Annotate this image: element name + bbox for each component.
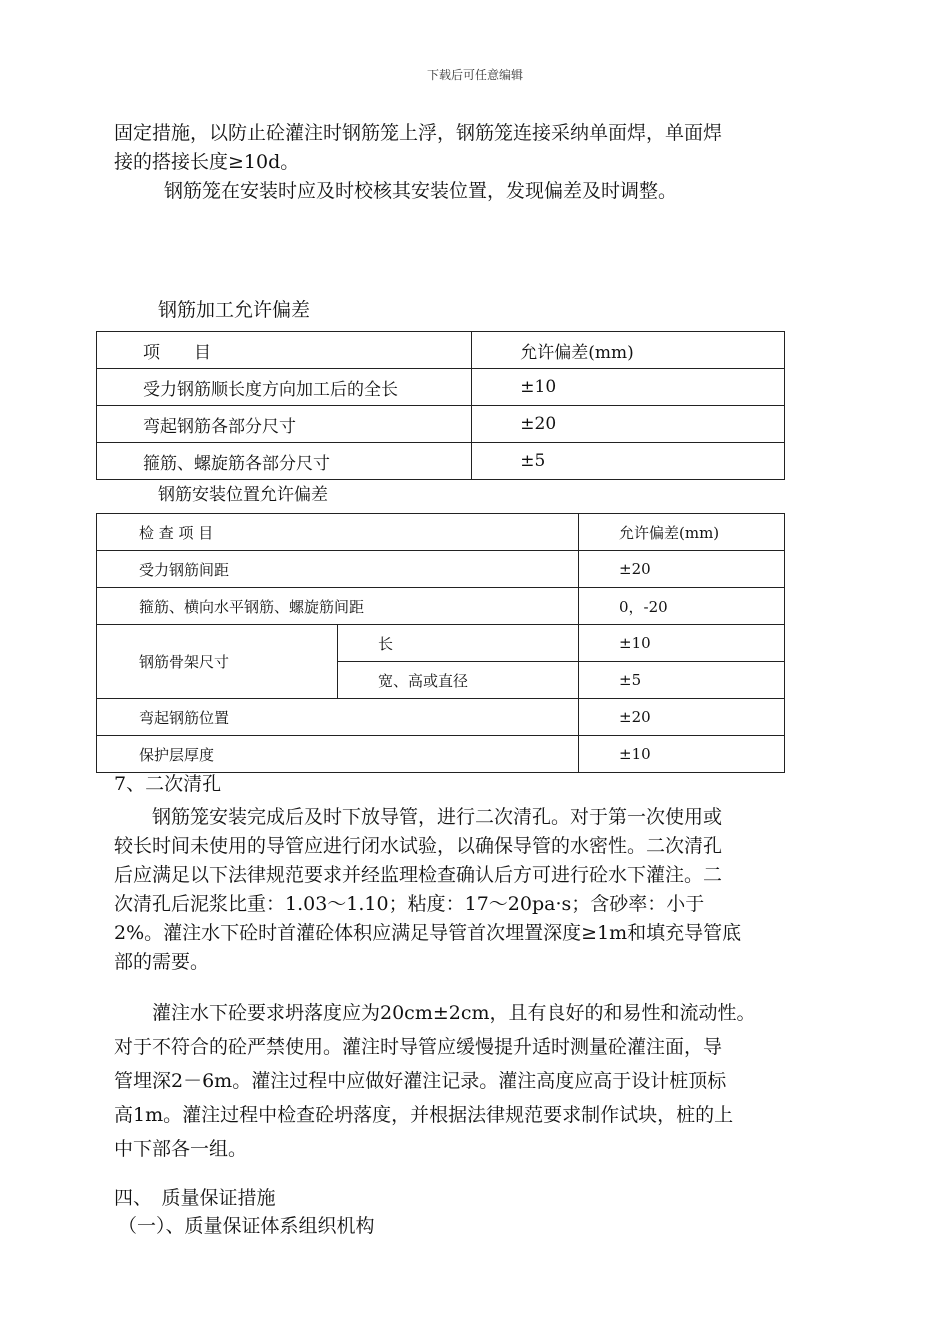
text-line: 钢筋笼在安装时应及时校核其安装位置，发现偏差及时调整。 [164, 180, 678, 202]
text-line: 次清孔后泥浆比重：1.03～1.10；粘度：17～20pa·s；含砂率：小于 [114, 893, 705, 915]
text-line: 灌注水下砼要求坍落度应为20cm±2cm，且有良好的和易性和流动性。 [114, 1002, 756, 1024]
table-row [97, 443, 785, 480]
table-cell: ±10 [579, 625, 785, 662]
table-row [97, 406, 785, 443]
table-rebar-installation-tolerance [96, 513, 785, 773]
table-header-row [97, 514, 785, 551]
table-row [97, 736, 785, 773]
table-cell: ±20 [579, 551, 785, 588]
table-cell: 弯起钢筋各部分尺寸 [97, 406, 472, 443]
page-header: 下载后可任意编辑 [426, 68, 523, 82]
table-cell: ±10 [579, 736, 785, 773]
paragraph-rebar-cage [114, 119, 844, 206]
text-line: 固定措施，以防止砼灌注时钢筋笼上浮，钢筋笼连接采纳单面焊，单面焊 [114, 122, 723, 144]
table-cell: 长 [338, 625, 579, 662]
section-4-subheading: （一）、质量保证体系组织机构 [118, 1215, 375, 1237]
table-header-cell: 允许偏差(mm) [472, 332, 785, 369]
table-cell: ±5 [579, 662, 785, 699]
table-cell: 宽、高或直径 [338, 662, 579, 699]
table-cell: 箍筋、横向水平钢筋、螺旋筋间距 [97, 588, 579, 625]
section-4-heading: 四、 质量保证措施 [114, 1187, 276, 1209]
text-line: 后应满足以下法律规范要求并经监理检查确认后方可进行砼水下灌注。二 [114, 864, 723, 886]
table-cell: 受力钢筋顺长度方向加工后的全长 [97, 369, 472, 406]
table-row [97, 588, 785, 625]
table-row [97, 625, 785, 662]
table-row [97, 699, 785, 736]
table-cell: 受力钢筋间距 [97, 551, 579, 588]
text-line: 对于不符合的砼严禁使用。灌注时导管应缓慢提升适时测量砼灌注面，导 [114, 1036, 723, 1058]
text-line: 较长时间未使用的导管应进行闭水试验，以确保导管的水密性。二次清孔 [114, 835, 723, 857]
table-cell: ±5 [472, 443, 785, 480]
table2-title: 钢筋安装位置允许偏差 [158, 485, 328, 505]
table-cell: 钢筋骨架尺寸 [97, 625, 338, 699]
paragraph-underwater-concrete [114, 996, 854, 1166]
table1-title: 钢筋加工允许偏差 [158, 299, 311, 321]
text-line: 钢筋笼安装完成后及时下放导管，进行二次清孔。对于第一次使用或 [114, 806, 723, 828]
table-row [97, 369, 785, 406]
table-header-cell: 检 查 项 目 [97, 514, 579, 551]
text-line: 部的需要。 [114, 951, 210, 973]
table-cell: ±20 [472, 406, 785, 443]
table-cell: 弯起钢筋位置 [97, 699, 579, 736]
table-header-cell: 项 目 [97, 332, 472, 369]
table-cell: ±10 [472, 369, 785, 406]
table-row [97, 551, 785, 588]
text-line: 2%。灌注水下砼时首灌砼体积应满足导管首次埋置深度≥1m和填充导管底 [114, 922, 742, 944]
table-header-row [97, 332, 785, 369]
text-line: 接的搭接长度≥10d。 [114, 151, 300, 173]
table-cell: 箍筋、螺旋筋各部分尺寸 [97, 443, 472, 480]
text-line: 高1m。灌注过程中检查砼坍落度，并根据法律规范要求制作试块，桩的上 [114, 1104, 734, 1126]
table-rebar-processing-tolerance [96, 331, 785, 480]
paragraph-second-cleaning [114, 803, 844, 977]
text-line: 中下部各一组。 [114, 1138, 248, 1160]
text-line: 管埋深2－6m。灌注过程中应做好灌注记录。灌注高度应高于设计桩顶标 [114, 1070, 727, 1092]
table-cell: 0，-20 [579, 588, 785, 625]
table-header-cell: 允许偏差(mm) [579, 514, 785, 551]
table-cell: ±20 [579, 699, 785, 736]
section-7-heading: 7、二次清孔 [114, 773, 222, 795]
table-cell: 保护层厚度 [97, 736, 579, 773]
